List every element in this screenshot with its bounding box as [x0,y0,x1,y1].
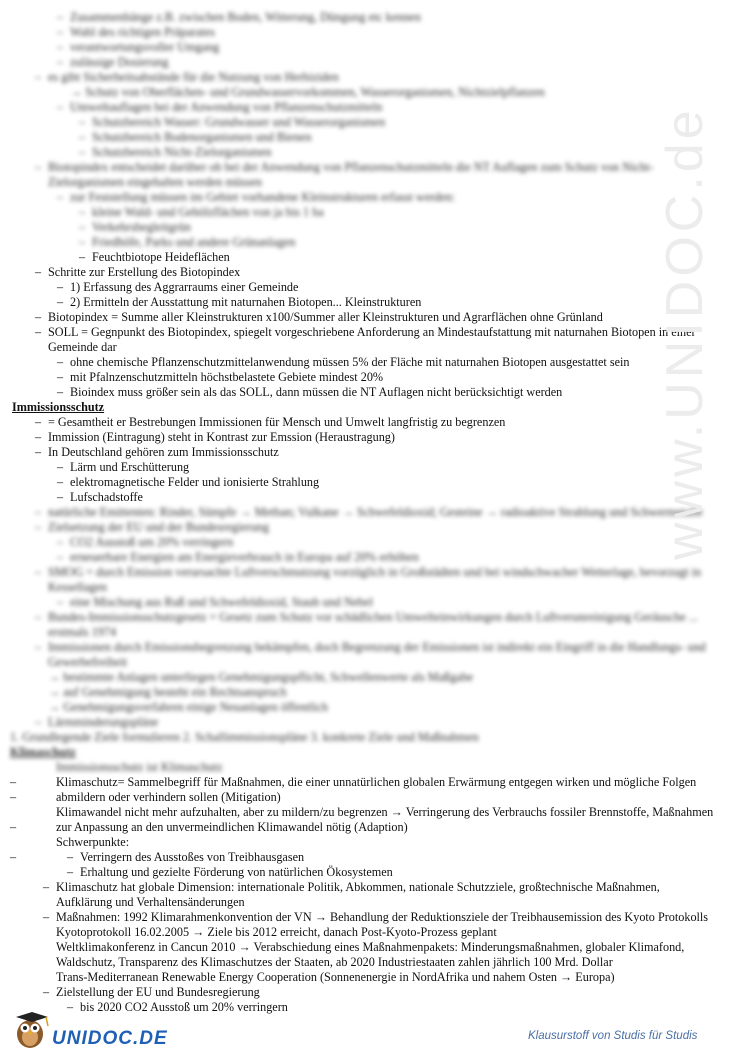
bullet-dash: – [34,310,42,324]
line-text: Klimaschutz [10,745,76,759]
line-text: → Schutz von Oberflächen- und Grundwasservorkommen, Wasserorganismen, Nichtzielpflanzen [70,85,545,99]
unidoc-logo [10,1008,168,1052]
bullet-dash: – [34,415,42,429]
bullet-dash: – [78,205,86,219]
line-text: Verringern des Ausstoßes von Treibhausgasen [80,850,305,864]
bullet-dash: – [34,325,42,339]
bullet-dash: – [42,985,50,999]
bullet-dash: – [34,505,42,519]
bullet-dash: – [78,115,86,129]
line-text: Klimaschutz hat globale Dimension: internationale Politik, Abkommen, nationale Schutzziele, großtechnische Maßnahmen, [56,880,660,894]
bullet-dash: – [34,445,42,459]
bullet-dash: – [78,235,86,249]
margin-dash: – [10,820,17,834]
line-text: Erhaltung und gezielte Förderung von natürlichen Ökosystemen [80,865,393,879]
line-text: Wahl des richtigen Präparates [70,25,215,39]
bullet-dash: – [56,595,64,609]
line-text: CO2 Ausstoß um 20% verringern [70,535,234,549]
line-text: natürliche Emittenten: Rinder, Sümpfe → Methan; Vulkane → Schwefeldioxid; Gesteine → radioaktive Strahlung und Schwermetalle [48,505,703,519]
margin-dash: – [10,850,17,864]
bullet-dash: – [56,190,64,204]
line-text: 1) Erfassung des Aggrarraums einer Gemeinde [70,280,299,294]
line-text: zur Feststellung müssen im Gebiet vorhandene Kleinstrukturen erfasst werden: [70,190,456,204]
line-text: Kyotoprotokoll 16.02.2005 → Ziele bis 2012 erreicht, danach Post-Kyoto-Prozess geplant [56,925,497,939]
line-text: ohne chemische Pflanzenschutzmittelanwendung müssen 5% der Fläche mit naturnahen Biotopen ausgestattet sein [70,355,630,369]
bullet-dash: – [56,460,64,474]
line-text: Schutzbereich Nicht-Zielorganismen [92,145,272,159]
line-text: Zielorganismen eingehalten werden müssen [48,175,263,189]
line-text: eine Mischung aus Ruß und Schwefeldioxid, Staub und Nebel [70,595,373,609]
line-text: → bestimmte Anlagen unterliegen Genehmigungspflicht, Schwellenwerte als Maßgabe [48,670,474,684]
line-text: 1. Grundlegende Ziele formulieren 2. Schallimmissionspläne 3. konkrete Ziele und Maßnahmen [10,730,479,744]
line-text: abmildern oder verhindern sollen (Mitigation) [56,790,281,804]
bullet-dash: – [56,25,64,39]
line-text: Klimawandel nicht mehr aufzuhalten, aber zu mildern/zu begrenzen → Verringerung des Verbrauchs fossiler Brennstoffe, Maßnahmen [56,805,714,819]
line-text: Zielsetzung der EU und der Bundesregierung [48,520,269,534]
line-text: erstmals 1974 [48,625,117,639]
line-text: Klimaschutz= Sammelbegriff für Maßnahmen, die einer unnatürlichen globalen Erwärmung entgegen wirken und mögliche Folgen [56,775,697,789]
line-text: 2) Ermitteln der Ausstattung mit naturnahen Biotopen... Kleinstrukturen [70,295,422,309]
bullet-dash: – [56,295,64,309]
bullet-dash: – [34,640,42,654]
line-text: Friedhöfe, Parks und andere Grünanlagen [92,235,296,249]
line-text: Aufklärung und Verhaltensänderungen [56,895,245,909]
bullet-dash: – [34,715,42,729]
bullet-dash: – [56,490,64,504]
logo-text: UNIDOC.DE [52,1028,168,1049]
bullet-dash: – [34,70,42,84]
line-text: Gewerbefreiheit [48,655,128,669]
line-text: Biotopindex entscheidet darüber ob bei der Anwendung von Pflanzenschutzmitteln die NT Auflagen zum Schutz von Nicht- [48,160,654,174]
line-text: In Deutschland gehören zum Immissionsschutz [48,445,279,459]
bullet-dash: – [78,145,86,159]
bullet-dash: – [56,355,64,369]
line-text: Immissionen durch Emissionsbegrenzung bekämpfen, doch Begrenzung der Emissionen ist indirekt ein Eingriff in die Handlungs- und [48,640,706,654]
bullet-dash: – [78,130,86,144]
line-text: Biotopindex = Summe aller Kleinstrukturen x100/Summer aller Kleinstrukturen und Agrarflächen ohne Grünland [48,310,603,324]
line-text: Lärmminderungspläne [48,715,159,729]
footer-tagline: Klausurstoff von Studis für Studis [528,1030,698,1042]
bullet-dash: – [56,370,64,384]
bullet-dash: – [66,1000,74,1014]
line-text: elektromagnetische Felder und ionisierte Strahlung [70,475,320,489]
line-text: Schutzbereich Bodenorganismen und Bienen [92,130,312,144]
bullet-dash: – [34,520,42,534]
bullet-dash: – [66,865,74,879]
line-text: mit Pfalnzenschutzmitteln höchstbelastete Gebiete mindest 20% [70,370,384,384]
line-text: Weltklimakonferenz in Cancun 2010 → Verabschiedung eines Maßnahmenpakets: Minderungsmaßnahmen, globaler Klimafond, [56,940,685,954]
line-text: Verkehrsbegleitgrün [92,220,191,234]
line-text: Feuchtbiotope Heideflächen [92,250,230,264]
bullet-dash: – [56,280,64,294]
line-text: Schritte zur Erstellung des Biotopindex [48,265,241,279]
line-text: Maßnahmen: 1992 Klimarahmenkonvention der VN → Behandlung der Reduktionsziele der Treibhausemission des Kyoto Protokolls [56,910,709,924]
line-text: Gemeinde dar [48,340,117,354]
bullet-dash: – [34,610,42,624]
bullet-dash: – [78,220,86,234]
line-text: Immission (Eintragung) steht in Kontrast zur Emssion (Heraustragung) [48,430,395,444]
line-text: Bundes-Immissionsschutzgesetz = Gesetz zum Schutz vor schädlichen Umwelteinwirkungen durch Luftverunreinigung Geräusche ... [48,610,698,624]
line-text: Zusammenhänge z.B. zwischen Boden, Witterung, Düngung etc kennen [70,10,421,24]
bullet-dash: – [56,40,64,54]
line-text: Trans-Mediterranean Renewable Energy Cooperation (Sonnenenergie in NordAfrika und nahem Osten → Europa) [56,970,615,984]
margin-dash: – [10,790,17,804]
line-text: es gibt Sicherheitsabstände für die Nutzung von Herbiziden [48,70,339,84]
line-text: → Genehmigungsverfahren einige Neuanlagen öffentlich [48,700,328,714]
line-text: Immissionsschutz ist Klimaschutz [56,760,223,774]
line-text: Bioindex muss größer sein als das SOLL, dann müssen die NT Auflagen nicht berücksichtigt werden [70,385,563,399]
bullet-dash: – [34,265,42,279]
bullet-dash: – [34,160,42,174]
line-text: zulässige Dosierung [70,55,169,69]
line-text: verantwortungsvoller Umgang [70,40,220,54]
bullet-dash: – [66,850,74,864]
line-text: Kessellagen [48,580,107,594]
bullet-dash: – [34,565,42,579]
bullet-dash: – [56,10,64,24]
bullet-dash: – [42,880,50,894]
bullet-dash: – [56,100,64,114]
margin-dash: – [10,775,17,789]
line-text: Schutzbereich Wasser: Grundwasser und Wasserorganismen [92,115,386,129]
line-text: Umweltauflagen bei der Anwendung von Pflanzenschutzmitteln [70,100,383,114]
line-text: SOLL = Gegnpunkt des Biotopindex, spiegelt vorgeschriebene Anforderung an Mindestaufstattung mit naturnahen Biotopen in einer [48,325,696,339]
bullet-dash: – [78,250,86,264]
line-text: Immissionsschutz [12,400,105,414]
line-text: → auf Genehmigung besteht ein Rechtsanspruch [48,685,287,699]
bullet-dash: – [56,475,64,489]
line-text: Waldschutz, Transparenz des Klimaschutzes der Staaten, ab 2020 Industriestaaten zahlen jährlich 100 Mrd. Dollar [56,955,613,969]
bullet-dash: – [56,535,64,549]
line-text: bis 2020 CO2 Ausstoß um 20% verringern [80,1000,288,1014]
line-text: erneuerbare Energien am Energieverbrauch in Europa auf 20% erhöhen [70,550,419,564]
line-text: Zielstellung der EU und Bundesregierung [56,985,260,999]
line-text: = Gesamtheit er Bestrebungen Immissionen für Mensch und Umwelt langfristig zu begrenzen [48,415,506,429]
line-text: Lufschadstoffe [70,490,143,504]
bullet-dash: – [34,430,42,444]
line-text: kleine Wald- und Gehölzflächen von ja bis 1 ha [92,205,324,219]
line-text: zur Anpassung an den unvermeindlichen Klimawandel nötig (Adaption) [56,820,408,834]
owl-mascot-icon [10,1008,54,1052]
bullet-dash: – [56,385,64,399]
line-text: SMOG = durch Emission verursachte Luftverschmutzung vorzüglich in Großstädten und bei windschwacher Wetterlage, bevorzugt in [48,565,702,579]
line-text: Lärm und Erschütterung [70,460,190,474]
bullet-dash: – [42,910,50,924]
bullet-dash: – [56,55,64,69]
bullet-dash: – [56,550,64,564]
line-text: Schwerpunkte: [56,835,130,849]
watermark: www.UNIDOC.de [656,106,714,560]
